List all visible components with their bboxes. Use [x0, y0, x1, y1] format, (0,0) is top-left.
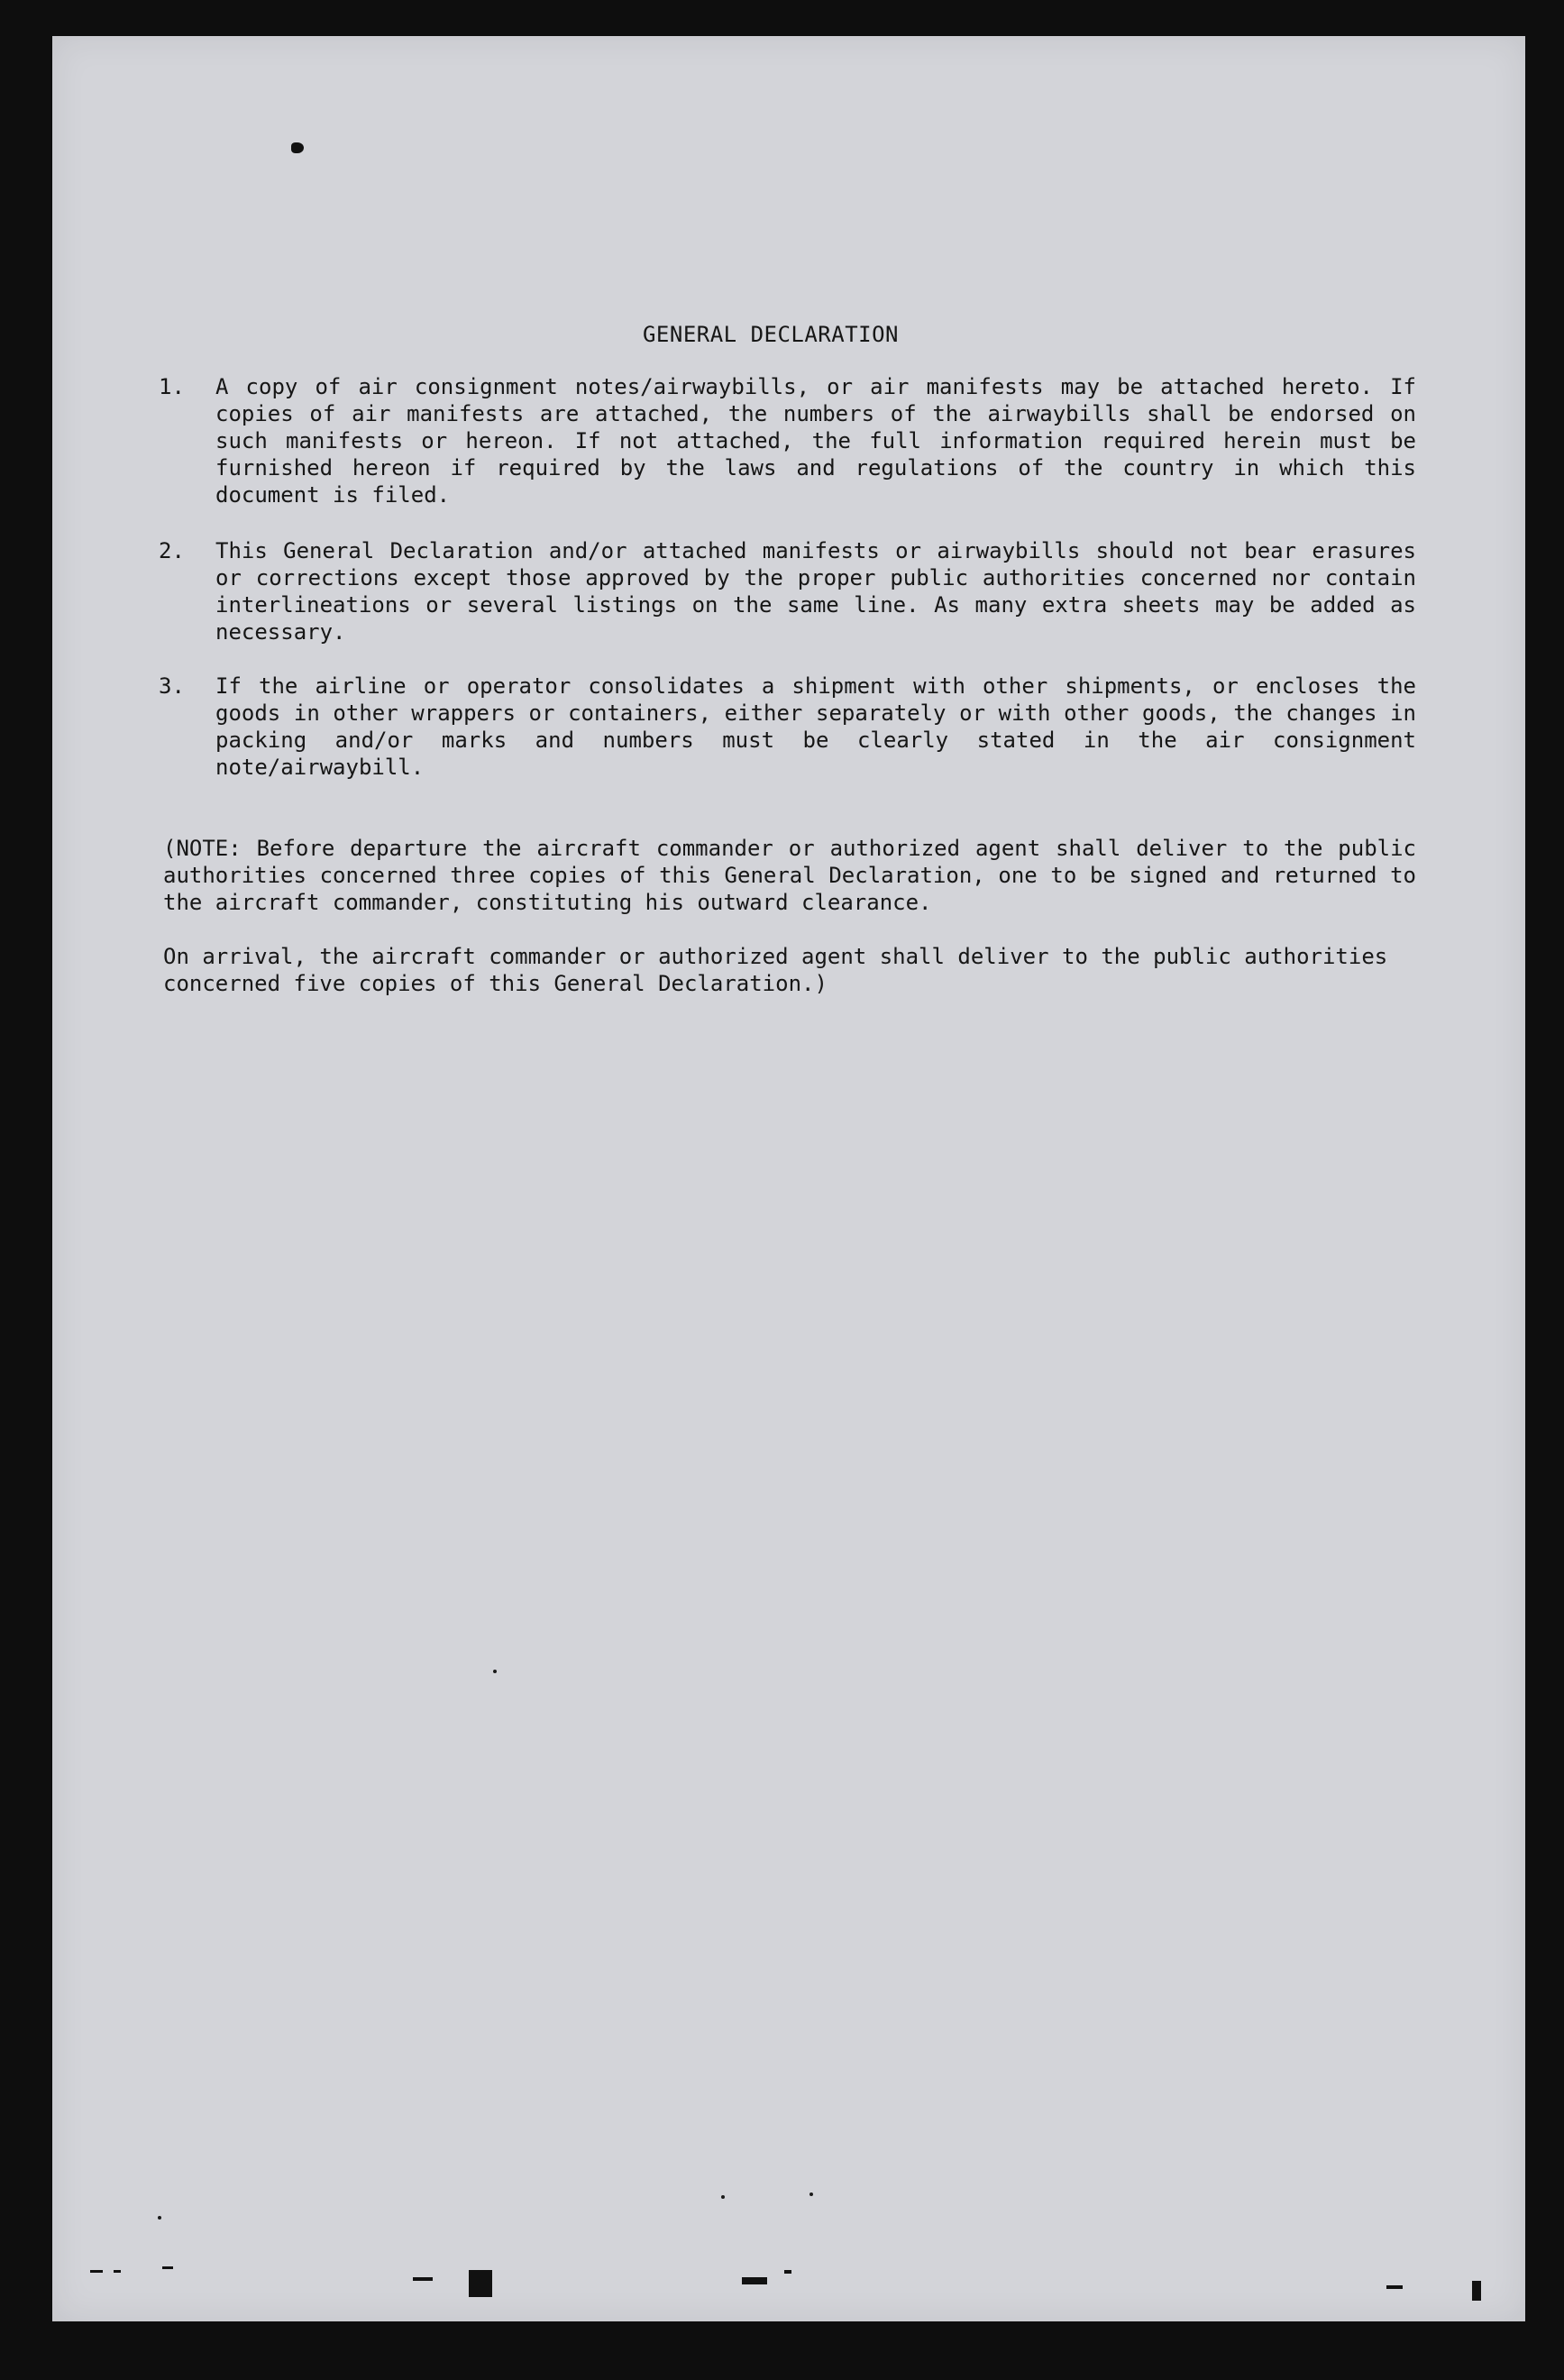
document-page — [52, 36, 1525, 2321]
item-text: A copy of air consignment notes/airwaybills, or air manifests may be attached hereto. If copies of air manifests are attached, the numbers of the airwaybills shall be endorsed on such manifests or hereon. If not attached, the full information required herein must be furnished hereon if required by the laws and regulations of the country in which this document is filed. — [215, 374, 1416, 508]
scan-speck — [784, 2270, 791, 2274]
scan-speck — [413, 2277, 433, 2281]
arrival-note: On arrival, the aircraft commander or authorized agent shall deliver to the public authorities concerned five copies of this General Declaration.) — [163, 944, 1388, 996]
scan-speck — [1386, 2285, 1403, 2289]
item-number: 1. — [159, 374, 185, 399]
scan-speck — [114, 2270, 121, 2273]
scan-speck — [162, 2266, 173, 2269]
scan-speck — [469, 2270, 492, 2297]
scan-speck — [90, 2270, 103, 2273]
item-text: This General Declaration and/or attached manifests or airwaybills should not bear erasures or corrections except those approved by the proper public authorities concerned nor contain interlineations or several listings on the same line. As many extra sheets may be added as necessary. — [215, 538, 1416, 645]
scan-speck — [1472, 2281, 1481, 2301]
ink-mark — [291, 142, 304, 153]
scan-speck — [721, 2195, 725, 2199]
document-title-row — [52, 321, 1525, 348]
scan-speck — [742, 2277, 767, 2284]
scan-speck — [493, 1670, 497, 1673]
document-title: GENERAL DECLARATION — [642, 322, 900, 347]
item-number: 2. — [159, 538, 185, 563]
item-text: If the airline or operator consolidates a shipment with other shipments, or encloses the goods in other wrappers or containers, either separately or with other goods, the changes in packing and/or marks and numbers must be clearly stated in the air consignment note/airwaybill. — [215, 673, 1416, 780]
scan-speck — [809, 2192, 813, 2196]
scan-speck — [158, 2216, 161, 2220]
departure-note: (NOTE: Before departure the aircraft commander or authorized agent shall deliver to the public authorities concerned three copies of this General Declaration, one to be signed and returned to the aircraft commander, constituting his outward clearance. — [163, 836, 1416, 915]
item-number: 3. — [159, 673, 185, 699]
